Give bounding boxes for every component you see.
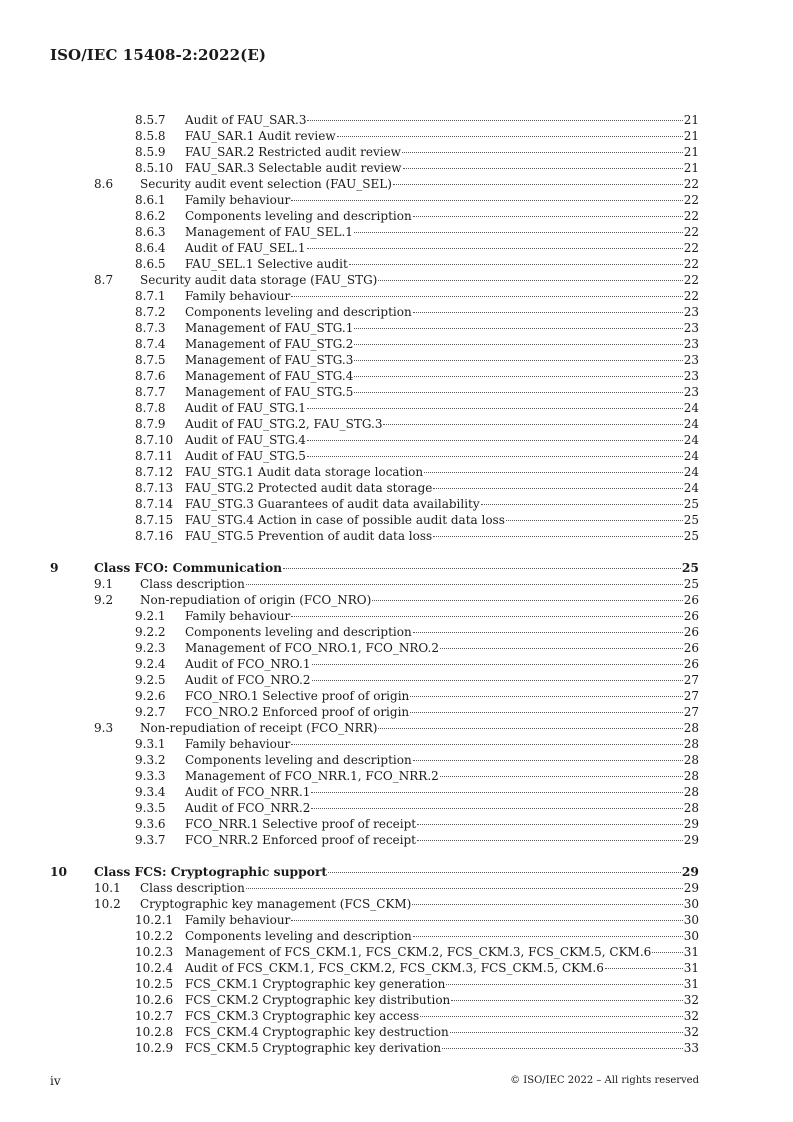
toc-entry-number: 8.7.4 <box>135 337 166 351</box>
toc-dot-leader <box>307 440 683 441</box>
toc-entry-number: 9.2 <box>94 593 114 607</box>
toc-entry-page: 25 <box>683 497 699 511</box>
toc-entry-number: 10 <box>50 864 68 879</box>
toc-entry-number: 8.6.4 <box>135 241 166 255</box>
toc-entry-title: FAU_SAR.2 Restricted audit review <box>185 145 401 159</box>
toc-entry-page: 26 <box>683 625 699 639</box>
toc-dot-leader <box>354 376 682 377</box>
toc-entry-title: Non-repudiation of origin (FCO_NRO) <box>140 593 372 607</box>
toc-entry-number: 8.5.8 <box>135 129 166 143</box>
toc-dot-leader <box>412 904 682 905</box>
toc-entry-number: 9.1 <box>94 577 114 591</box>
toc-dot-leader <box>451 1000 682 1001</box>
toc-entry-title: FCS_CKM.5 Cryptographic key derivation <box>185 1041 442 1055</box>
toc-entry[interactable] <box>50 352 699 368</box>
toc-dot-leader <box>312 680 683 681</box>
toc-entry[interactable] <box>50 800 699 816</box>
toc-entry-title: FCS_CKM.1 Cryptographic key generation <box>185 977 446 991</box>
toc-dot-leader <box>410 712 683 713</box>
toc-dot-leader <box>440 776 683 777</box>
toc-entry-number: 9.2.5 <box>135 673 166 687</box>
toc-entry-title: Class FCO: Communication <box>94 560 283 575</box>
toc-entry-number: 9.3.1 <box>135 737 166 751</box>
toc-entry-title: FCS_CKM.4 Cryptographic key destruction <box>185 1025 449 1039</box>
toc-entry[interactable] <box>50 816 699 832</box>
toc-entry-number: 10.2.6 <box>135 993 174 1007</box>
toc-entry-title: Management of FAU_STG.5 <box>185 385 354 399</box>
toc-dot-leader <box>424 472 683 473</box>
toc-entry-title: Components leveling and description <box>185 209 412 223</box>
toc-entry-number: 10.2.3 <box>135 945 174 959</box>
toc-entry-title: Audit of FCS_CKM.1, FCS_CKM.2, FCS_CKM.3, FCS_CKM.5, CKM.6 <box>185 961 604 975</box>
toc-entry-page: 27 <box>683 673 699 687</box>
toc-dot-leader <box>307 408 683 409</box>
toc-entry-page: 24 <box>683 465 699 479</box>
toc-entry-title: Audit of FAU_SAR.3 <box>185 113 307 127</box>
toc-entry[interactable] <box>50 736 699 752</box>
toc-entry[interactable] <box>50 224 699 240</box>
toc-entry[interactable] <box>50 112 699 128</box>
toc-dot-leader <box>246 888 683 889</box>
toc-dot-leader <box>378 280 682 281</box>
toc-entry[interactable] <box>50 768 699 784</box>
toc-entry-number: 8.5.7 <box>135 113 166 127</box>
toc-entry-title: Management of FCS_CKM.1, FCS_CKM.2, FCS_CKM.3, FCS_CKM.5, CKM.6 <box>185 945 652 959</box>
toc-dot-leader <box>291 920 682 921</box>
toc-entry-page: 28 <box>683 801 699 815</box>
toc-entry-title: Components leveling and description <box>185 305 412 319</box>
toc-entry-page: 24 <box>683 481 699 495</box>
toc-entry-page: 29 <box>683 881 699 895</box>
toc-entry-title: Management of FAU_SEL.1 <box>185 225 353 239</box>
toc-entry-title: Family behaviour <box>185 289 291 303</box>
toc-entry-page: 32 <box>683 1009 699 1023</box>
toc-entry[interactable] <box>50 512 699 528</box>
toc-entry-number: 8.7.7 <box>135 385 166 399</box>
toc-entry[interactable] <box>50 672 699 688</box>
toc-entry-page: 26 <box>683 657 699 671</box>
toc-entry[interactable] <box>50 624 699 640</box>
toc-dot-leader <box>354 360 682 361</box>
toc-entry-page: 24 <box>683 401 699 415</box>
toc-dot-leader <box>307 248 683 249</box>
toc-entry-title: Management of FAU_STG.2 <box>185 337 354 351</box>
toc-entry-title: Management of FCO_NRR.1, FCO_NRR.2 <box>185 769 439 783</box>
toc-entry-page: 22 <box>683 225 699 239</box>
toc-dot-leader <box>506 520 683 521</box>
toc-entry[interactable] <box>50 752 699 768</box>
toc-entry-page: 28 <box>683 753 699 767</box>
toc-entry-page: 22 <box>683 257 699 271</box>
toc-dot-leader <box>413 760 683 761</box>
toc-entry-title: Components leveling and description <box>185 753 412 767</box>
toc-dot-leader <box>652 952 682 953</box>
toc-entry[interactable] <box>50 304 699 320</box>
toc-entry-title: Audit of FAU_SEL.1 <box>185 241 306 255</box>
toc-entry-number: 9.2.1 <box>135 609 166 623</box>
toc-entry-page: 33 <box>683 1041 699 1055</box>
toc-entry-number: 10.2.7 <box>135 1009 174 1023</box>
toc-dot-leader <box>433 488 682 489</box>
toc-entry[interactable] <box>50 1024 699 1040</box>
toc-entry-page: 21 <box>683 145 699 159</box>
toc-entry-number: 9.2.6 <box>135 689 166 703</box>
toc-entry[interactable] <box>50 192 699 208</box>
toc-entry[interactable] <box>50 1008 699 1024</box>
toc-entry-page: 30 <box>683 913 699 927</box>
toc-entry-title: Audit of FAU_STG.5 <box>185 449 306 463</box>
toc-entry-number: 10.2 <box>94 897 121 911</box>
toc-entry-number: 10.2.1 <box>135 913 174 927</box>
toc-dot-leader <box>246 584 683 585</box>
toc-entry-page: 23 <box>683 385 699 399</box>
toc-entry-page: 23 <box>683 337 699 351</box>
toc-entry-title: Management of FAU_STG.3 <box>185 353 354 367</box>
toc-entry[interactable] <box>50 368 699 384</box>
toc-entry-number: 8.7.10 <box>135 433 174 447</box>
toc-dot-leader <box>413 312 683 313</box>
toc-entry-page: 22 <box>683 273 699 287</box>
toc-entry-title: FAU_STG.3 Guarantees of audit data availability <box>185 497 480 511</box>
toc-entry-number: 10.2.9 <box>135 1041 174 1055</box>
toc-entry-title: FCO_NRO.2 Enforced proof of origin <box>185 705 410 719</box>
toc-dot-leader <box>337 136 683 137</box>
toc-entry[interactable] <box>50 896 699 912</box>
toc-dot-leader <box>291 616 682 617</box>
toc-entry-title: FAU_STG.5 Prevention of audit data loss <box>185 529 433 543</box>
toc-entry-number: 8.7.16 <box>135 529 174 543</box>
toc-entry-title: Security audit event selection (FAU_SEL) <box>140 177 392 191</box>
toc-entry-page: 22 <box>683 193 699 207</box>
toc-entry-title: Family behaviour <box>185 913 291 927</box>
toc-entry-title: FAU_SAR.1 Audit review <box>185 129 336 143</box>
toc-entry[interactable] <box>50 336 699 352</box>
toc-entry-title: Security audit data storage (FAU_STG) <box>140 273 378 287</box>
toc-entry-page: 31 <box>683 945 699 959</box>
toc-entry-title: Family behaviour <box>185 193 291 207</box>
toc-dot-leader <box>291 296 682 297</box>
toc-dot-leader <box>291 744 682 745</box>
toc-dot-leader <box>312 664 683 665</box>
toc-dot-leader <box>413 936 683 937</box>
toc-entry-page: 22 <box>683 209 699 223</box>
toc-entry-title: Audit of FAU_STG.4 <box>185 433 306 447</box>
toc-entry-title: FCS_CKM.2 Cryptographic key distribution <box>185 993 451 1007</box>
toc-entry-number: 8.7.1 <box>135 289 166 303</box>
toc-entry-number: 8.7.5 <box>135 353 166 367</box>
toc-entry-title: FAU_SAR.3 Selectable audit review <box>185 161 402 175</box>
toc-entry-number: 10.2.8 <box>135 1025 174 1039</box>
toc-dot-leader <box>349 264 683 265</box>
toc-entry-title: Management of FCO_NRO.1, FCO_NRO.2 <box>185 641 439 655</box>
toc-dot-leader <box>605 968 683 969</box>
toc-entry-title: Class description <box>140 577 245 591</box>
toc-entry-page: 27 <box>683 705 699 719</box>
toc-dot-leader <box>328 872 681 873</box>
toc-entry-number: 8.7.3 <box>135 321 166 335</box>
toc-entry-title: FAU_STG.2 Protected audit data storage <box>185 481 433 495</box>
toc-entry-title: Class FCS: Cryptographic support <box>94 864 328 879</box>
toc-entry[interactable] <box>50 992 699 1008</box>
toc-entry-number: 9.2.4 <box>135 657 166 671</box>
toc-entry-page: 21 <box>683 113 699 127</box>
toc-dot-leader <box>442 1048 683 1049</box>
toc-dot-leader <box>402 152 683 153</box>
toc-dot-leader <box>413 216 683 217</box>
footer-page-number: iv <box>50 1074 61 1088</box>
toc-entry-title: Class description <box>140 881 245 895</box>
toc-entry[interactable] <box>50 784 699 800</box>
toc-entry[interactable] <box>50 720 699 736</box>
toc-entry[interactable] <box>50 960 699 976</box>
toc-entry-page: 25 <box>683 513 699 527</box>
toc-entry-title: Cryptographic key management (FCS_CKM) <box>140 897 412 911</box>
toc-entry-title: FAU_SEL.1 Selective audit <box>185 257 348 271</box>
toc-dot-leader <box>354 328 682 329</box>
toc-entry-page: 27 <box>683 689 699 703</box>
toc-dot-leader <box>417 840 683 841</box>
toc-dot-leader <box>383 424 682 425</box>
toc-dot-leader <box>311 792 682 793</box>
toc-dot-leader <box>403 168 683 169</box>
toc-entry-title: Components leveling and description <box>185 929 412 943</box>
toc-entry-number: 8.7.12 <box>135 465 174 479</box>
toc-entry-number: 9.3.7 <box>135 833 166 847</box>
toc-entry-number: 8.6.1 <box>135 193 166 207</box>
document-header-title: ISO/IEC 15408-2:2022(E) <box>50 46 267 64</box>
toc-entry-number: 9.3.5 <box>135 801 166 815</box>
toc-entry[interactable] <box>50 880 699 896</box>
toc-entry[interactable] <box>50 944 699 960</box>
toc-entry-page: 29 <box>681 864 699 879</box>
toc-entry[interactable] <box>50 416 699 432</box>
toc-entry-number: 8.7.15 <box>135 513 174 527</box>
toc-entry-page: 28 <box>683 785 699 799</box>
toc-entry[interactable] <box>50 256 699 272</box>
toc-dot-leader <box>393 184 683 185</box>
toc-entry-title: Management of FAU_STG.1 <box>185 321 354 335</box>
toc-entry[interactable] <box>50 1040 699 1056</box>
toc-entry-page: 31 <box>683 961 699 975</box>
toc-entry-page: 22 <box>683 289 699 303</box>
toc-entry-page: 30 <box>683 929 699 943</box>
toc-entry-page: 22 <box>683 241 699 255</box>
toc-entry-number: 8.7.11 <box>135 449 174 463</box>
toc-entry[interactable] <box>50 656 699 672</box>
toc-entry-page: 23 <box>683 305 699 319</box>
toc-entry-number: 8.6.3 <box>135 225 166 239</box>
toc-entry-number: 8.7.2 <box>135 305 166 319</box>
toc-entry-number: 8.5.9 <box>135 145 166 159</box>
toc-entry[interactable] <box>50 160 699 176</box>
toc-entry[interactable] <box>50 464 699 480</box>
toc-entry[interactable] <box>50 144 699 160</box>
toc-entry[interactable] <box>50 832 699 848</box>
toc-entry-page: 21 <box>683 129 699 143</box>
toc-entry-page: 26 <box>683 641 699 655</box>
toc-entry-number: 8.6.5 <box>135 257 166 271</box>
toc-entry-title: Audit of FAU_STG.2, FAU_STG.3 <box>185 417 383 431</box>
toc-entry-number: 9.2.2 <box>135 625 166 639</box>
toc-entry-page: 26 <box>683 609 699 623</box>
toc-entry[interactable] <box>50 912 699 928</box>
toc-entry-number: 8.7.8 <box>135 401 166 415</box>
toc-dot-leader <box>410 696 682 697</box>
footer-copyright: © ISO/IEC 2022 – All rights reserved <box>510 1075 699 1086</box>
toc-entry[interactable] <box>50 320 699 336</box>
toc-entry[interactable] <box>50 864 699 880</box>
toc-entry-number: 8.5.10 <box>135 161 174 175</box>
toc-entry-page: 28 <box>683 737 699 751</box>
toc-entry-page: 25 <box>683 577 699 591</box>
toc-entry-number: 8.7.6 <box>135 369 166 383</box>
toc-entry-number: 8.7.14 <box>135 497 174 511</box>
toc-entry-title: FAU_STG.1 Audit data storage location <box>185 465 424 479</box>
toc-entry[interactable] <box>50 688 699 704</box>
toc-entry-number: 9 <box>50 560 59 575</box>
toc-dot-leader <box>378 728 682 729</box>
toc-dot-leader <box>307 120 682 121</box>
toc-entry-page: 29 <box>683 817 699 831</box>
toc-entry-title: Family behaviour <box>185 737 291 751</box>
toc-entry[interactable] <box>50 176 699 192</box>
toc-entry[interactable] <box>50 496 699 512</box>
toc-entry[interactable] <box>50 976 699 992</box>
toc-entry[interactable] <box>50 128 699 144</box>
toc-entry[interactable] <box>50 384 699 400</box>
toc-dot-leader <box>413 632 683 633</box>
toc-entry[interactable] <box>50 640 699 656</box>
toc-dot-leader <box>420 1016 683 1017</box>
toc-entry-title: Audit of FAU_STG.1 <box>185 401 306 415</box>
toc-entry-number: 8.7 <box>94 273 114 287</box>
toc-entry[interactable] <box>50 448 699 464</box>
toc-dot-leader <box>450 1032 683 1033</box>
toc-dot-leader <box>354 392 682 393</box>
toc-dot-leader <box>307 456 683 457</box>
toc-entry-title: Audit of FCO_NRO.1 <box>185 657 311 671</box>
toc-entry[interactable] <box>50 928 699 944</box>
table-of-contents <box>50 112 699 1056</box>
toc-entry-number: 8.7.13 <box>135 481 174 495</box>
toc-entry-page: 25 <box>683 529 699 543</box>
toc-dot-leader <box>446 984 682 985</box>
toc-entry-number: 9.3.4 <box>135 785 166 799</box>
toc-entry-title: Audit of FCO_NRR.1 <box>185 785 311 799</box>
toc-entry-title: Audit of FCO_NRO.2 <box>185 673 311 687</box>
toc-entry[interactable] <box>50 432 699 448</box>
toc-entry[interactable] <box>50 704 699 720</box>
toc-entry-number: 10.2.2 <box>135 929 174 943</box>
toc-entry-page: 21 <box>683 161 699 175</box>
toc-entry[interactable] <box>50 528 699 544</box>
toc-entry-page: 28 <box>683 721 699 735</box>
toc-entry-number: 10.2.5 <box>135 977 174 991</box>
toc-entry-page: 32 <box>683 1025 699 1039</box>
toc-entry-number: 8.7.9 <box>135 417 166 431</box>
toc-entry[interactable] <box>50 272 699 288</box>
toc-entry-title: FCO_NRR.1 Selective proof of receipt <box>185 817 417 831</box>
toc-dot-leader <box>354 344 682 345</box>
toc-dot-leader <box>372 600 682 601</box>
toc-entry-number: 9.3.2 <box>135 753 166 767</box>
toc-entry-page: 24 <box>683 417 699 431</box>
toc-entry-page: 23 <box>683 369 699 383</box>
toc-entry-title: Management of FAU_STG.4 <box>185 369 354 383</box>
toc-entry-title: Family behaviour <box>185 609 291 623</box>
toc-dot-leader <box>481 504 683 505</box>
toc-entry-page: 22 <box>683 177 699 191</box>
toc-entry-title: Audit of FCO_NRR.2 <box>185 801 311 815</box>
toc-entry[interactable] <box>50 560 699 576</box>
toc-dot-leader <box>291 200 682 201</box>
toc-entry-page: 32 <box>683 993 699 1007</box>
toc-entry-number: 9.3.6 <box>135 817 166 831</box>
toc-entry-page: 23 <box>683 353 699 367</box>
toc-entry-title: FAU_STG.4 Action in case of possible audit data loss <box>185 513 505 527</box>
toc-entry[interactable] <box>50 208 699 224</box>
toc-dot-leader <box>433 536 683 537</box>
toc-entry-page: 24 <box>683 433 699 447</box>
toc-dot-leader <box>283 568 681 569</box>
toc-entry-number: 10.1 <box>94 881 121 895</box>
toc-entry-page: 28 <box>683 769 699 783</box>
toc-entry-page: 23 <box>683 321 699 335</box>
toc-entry[interactable] <box>50 480 699 496</box>
toc-entry[interactable] <box>50 240 699 256</box>
toc-entry-page: 26 <box>683 593 699 607</box>
toc-entry-number: 9.3.3 <box>135 769 166 783</box>
toc-entry[interactable] <box>50 288 699 304</box>
toc-entry[interactable] <box>50 400 699 416</box>
toc-entry-page: 31 <box>683 977 699 991</box>
toc-entry-title: FCO_NRR.2 Enforced proof of receipt <box>185 833 416 847</box>
toc-entry-page: 24 <box>683 449 699 463</box>
toc-entry-title: Non-repudiation of receipt (FCO_NRR) <box>140 721 378 735</box>
toc-dot-leader <box>354 232 683 233</box>
toc-entry-title: FCO_NRO.1 Selective proof of origin <box>185 689 410 703</box>
toc-entry-title: Components leveling and description <box>185 625 412 639</box>
toc-dot-leader <box>417 824 683 825</box>
toc-entry-number: 9.2.3 <box>135 641 166 655</box>
toc-dot-leader <box>440 648 683 649</box>
toc-entry[interactable] <box>50 608 699 624</box>
toc-entry-page: 30 <box>683 897 699 911</box>
toc-dot-leader <box>311 808 682 809</box>
toc-entry[interactable] <box>50 576 699 592</box>
toc-entry-page: 29 <box>683 833 699 847</box>
toc-entry-number: 10.2.4 <box>135 961 174 975</box>
toc-entry-page: 25 <box>681 560 699 575</box>
toc-entry[interactable] <box>50 592 699 608</box>
toc-entry-title: FCS_CKM.3 Cryptographic key access <box>185 1009 420 1023</box>
toc-entry-number: 8.6.2 <box>135 209 166 223</box>
toc-entry-number: 8.6 <box>94 177 114 191</box>
toc-entry-number: 9.3 <box>94 721 114 735</box>
toc-entry-number: 9.2.7 <box>135 705 166 719</box>
